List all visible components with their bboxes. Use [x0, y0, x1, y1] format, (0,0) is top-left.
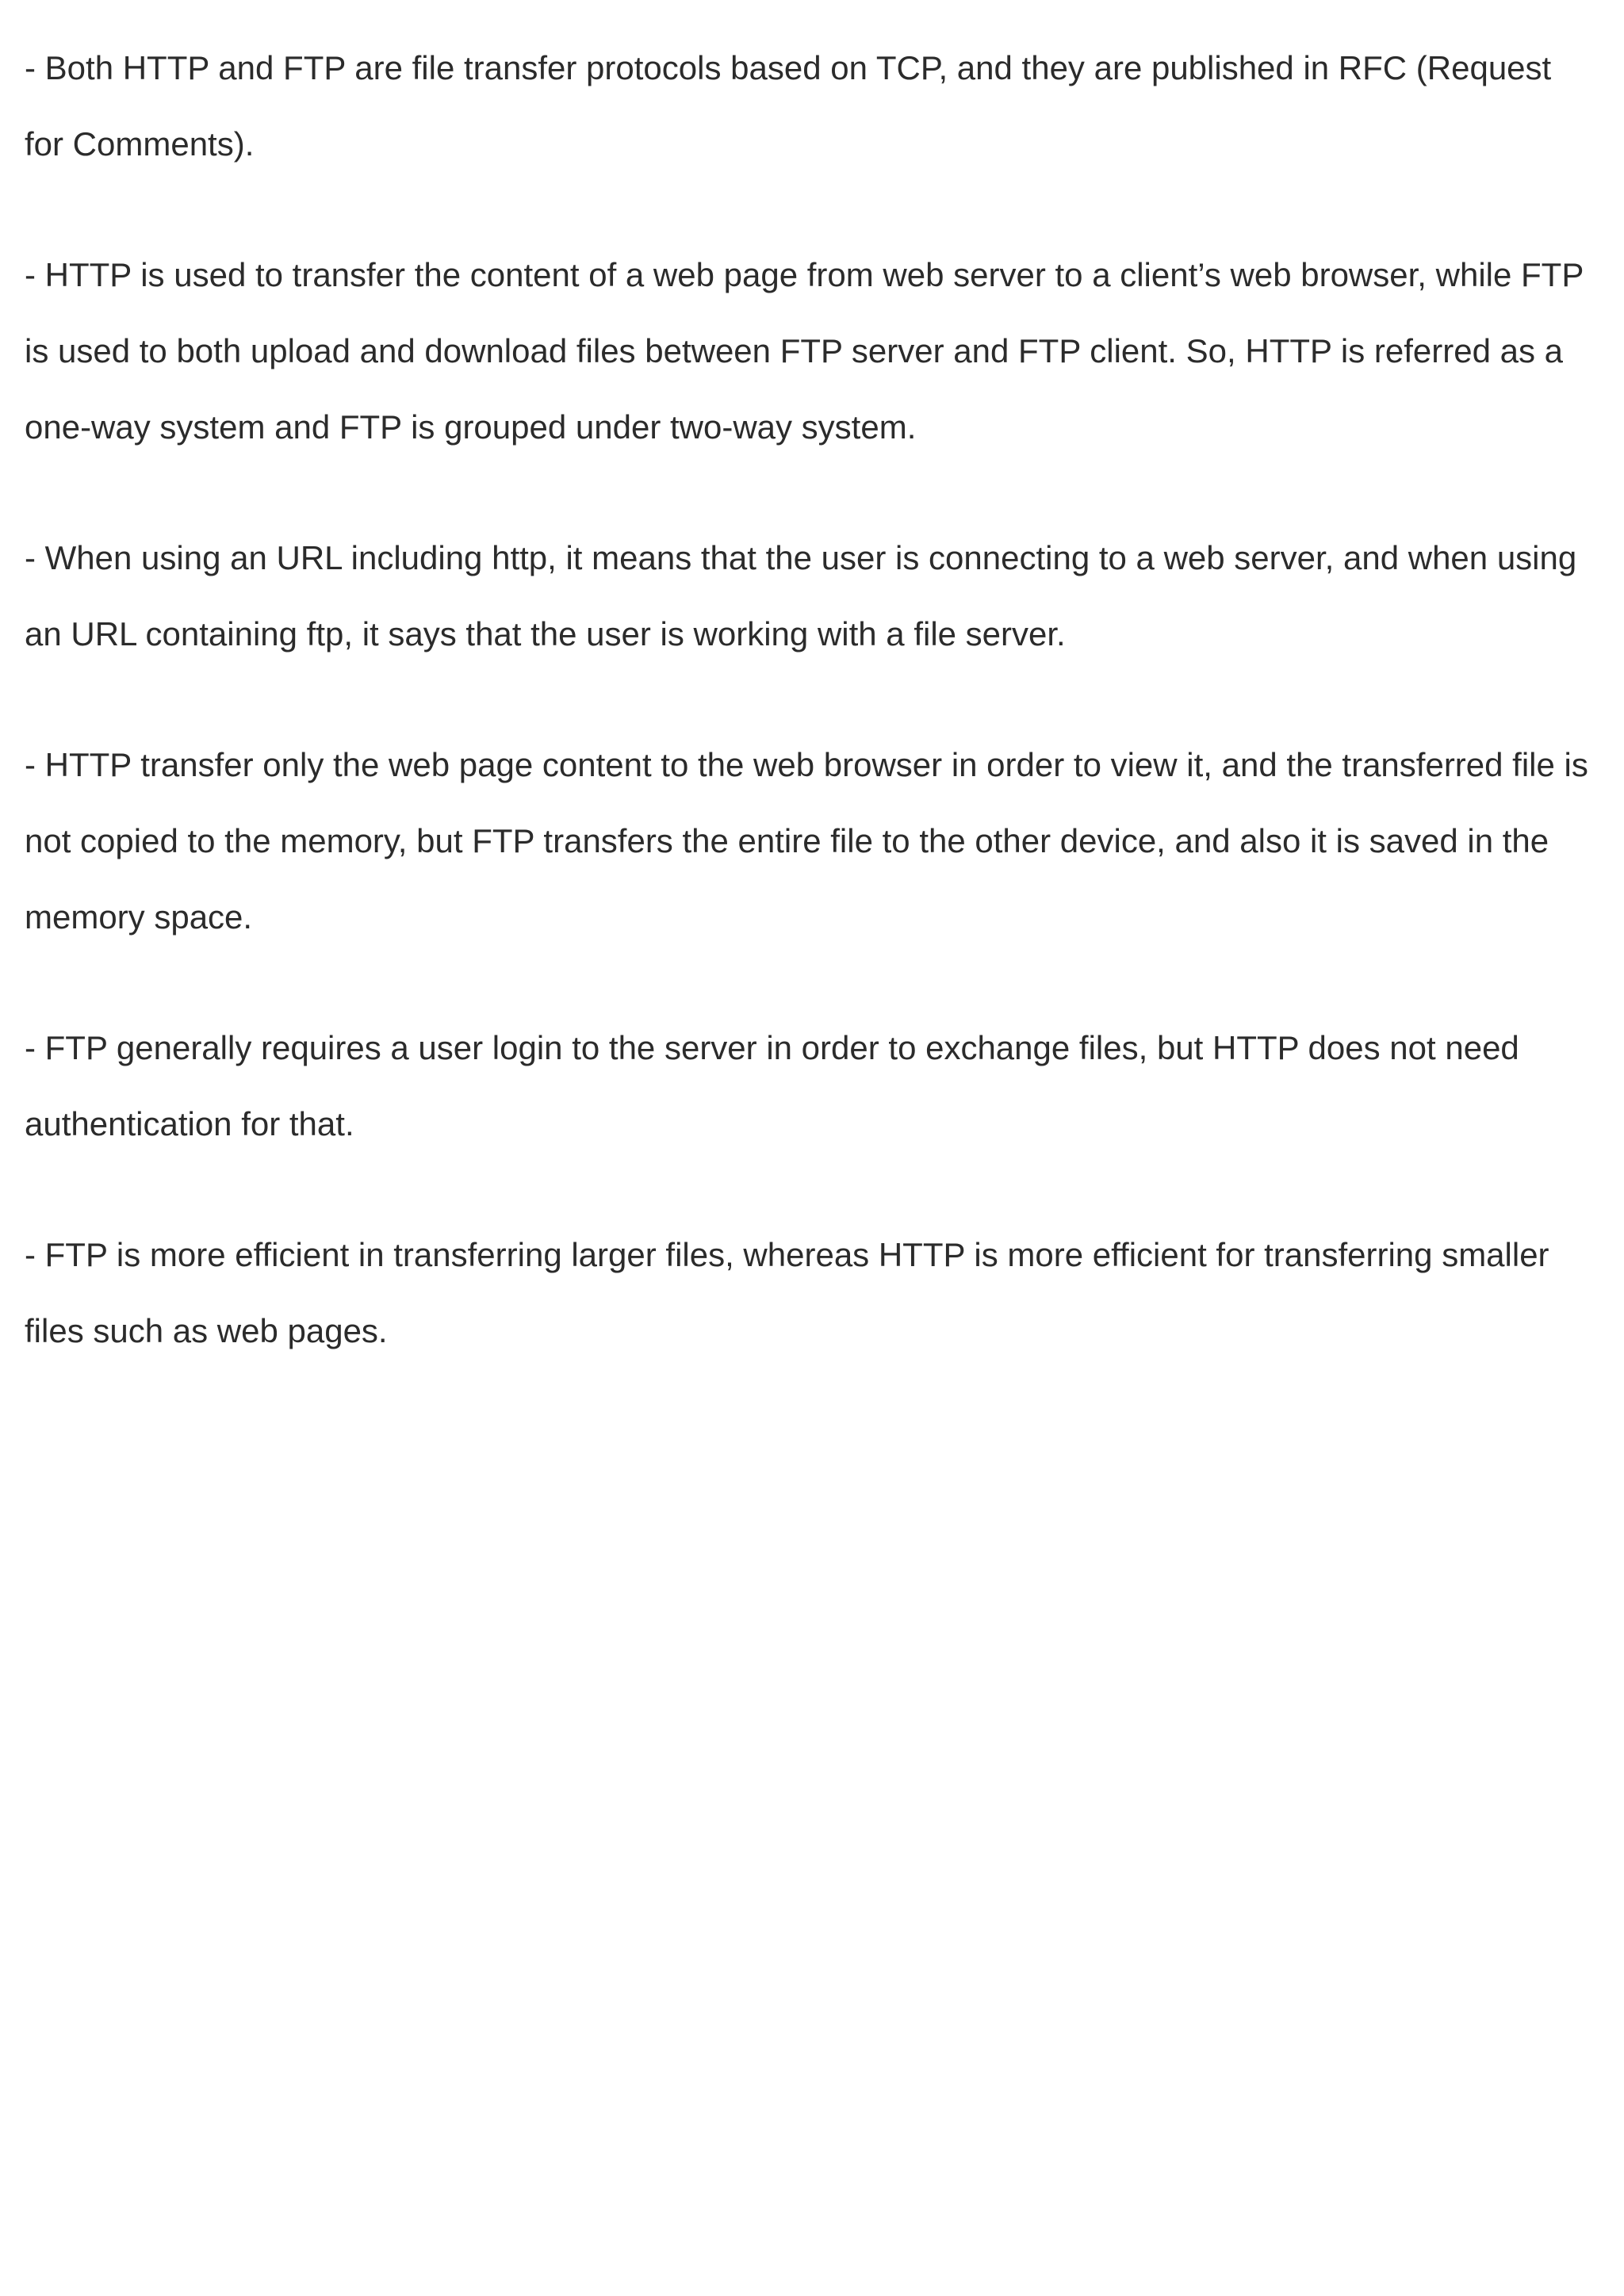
paragraph-line: - When using an URL including http, it means that the user is connecting to a web server, and when using: [25, 539, 1577, 576]
paragraph-line: one-way system and FTP is grouped under two-way system.: [25, 408, 917, 446]
paragraph-line: - HTTP transfer only the web page content to the web browser in order to view it, and the transferred file is: [25, 746, 1588, 783]
paragraph-line: - FTP generally requires a user login to the server in order to exchange files, but HTTP does not need: [25, 1029, 1519, 1066]
paragraph-line: - Both HTTP and FTP are file transfer protocols based on TCP, and they are published in RFC (Request: [25, 49, 1552, 86]
paragraph-line: - HTTP is used to transfer the content of a web page from web server to a client’s web browser, while FTP: [25, 256, 1584, 293]
document-body: [25, 30, 1603, 1424]
paragraph-url-usage: [25, 520, 1603, 672]
paragraph-line: authentication for that.: [25, 1105, 354, 1142]
paragraph-authentication: [25, 1010, 1603, 1162]
paragraph-line: files such as web pages.: [25, 1312, 388, 1349]
paragraph-memory-transfer: [25, 727, 1603, 955]
paragraph-efficiency: [25, 1217, 1603, 1369]
paragraph-line: for Comments).: [25, 125, 255, 163]
paragraph-line: not copied to the memory, but FTP transfers the entire file to the other device, and also it is saved in the: [25, 822, 1549, 859]
paragraph-line: - FTP is more efficient in transferring larger files, whereas HTTP is more efficient for transferring smaller: [25, 1236, 1549, 1273]
paragraph-line: is used to both upload and download files between FTP server and FTP client. So, HTTP is referred as a: [25, 332, 1564, 369]
paragraph-one-way-two-way: [25, 237, 1603, 465]
paragraph-http-ftp-tcp-rfc: [25, 30, 1603, 182]
paragraph-line: an URL containing ftp, it says that the user is working with a file server.: [25, 615, 1066, 652]
paragraph-line: memory space.: [25, 898, 253, 936]
